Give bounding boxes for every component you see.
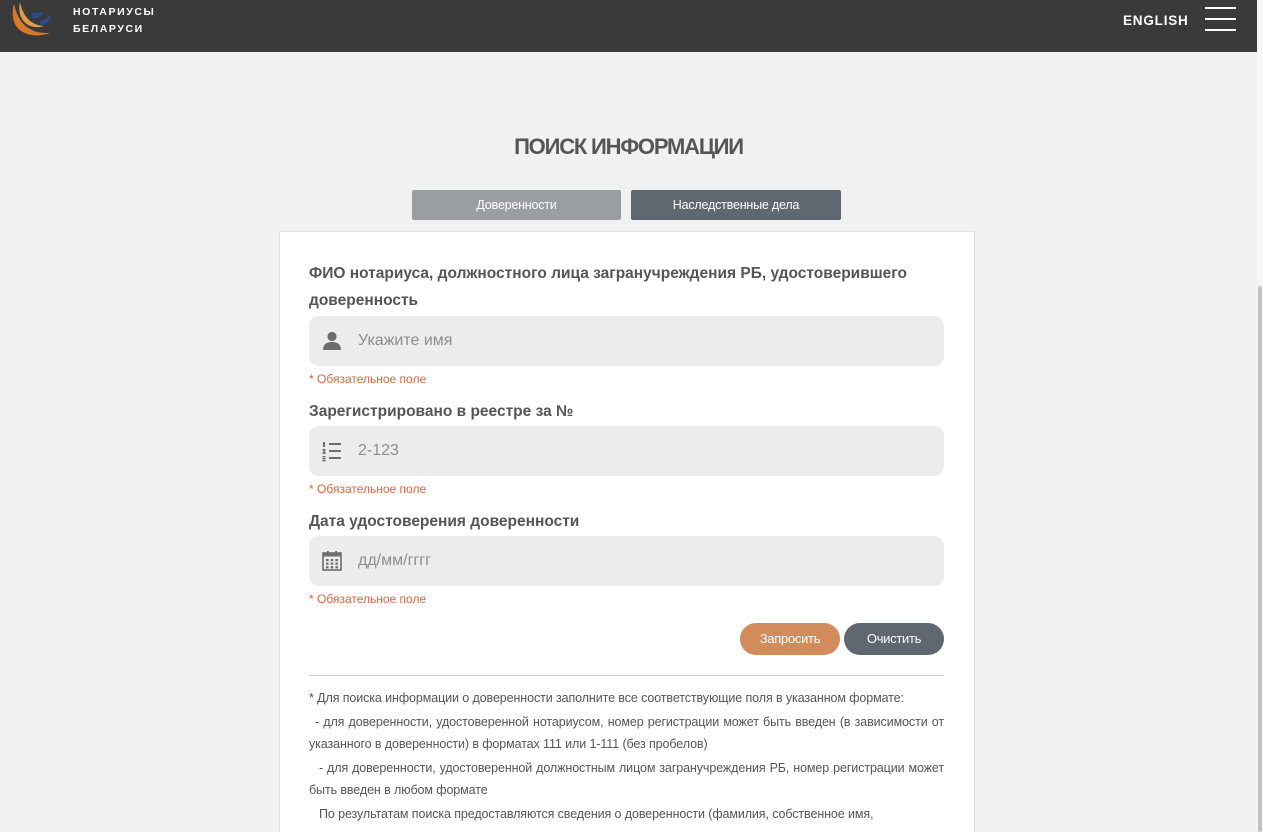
- registry-number-input[interactable]: [309, 426, 944, 476]
- required-note: * Обязательное поле: [309, 482, 427, 496]
- hamburger-line: [1205, 7, 1236, 9]
- certification-date-input[interactable]: [309, 536, 944, 586]
- page-title: ПОИСК ИНФОРМАЦИИ: [514, 134, 743, 159]
- certification-date-label: Дата удостоверения доверенности: [309, 513, 580, 530]
- required-note: * Обязательное поле: [309, 372, 427, 386]
- language-link[interactable]: ENGLISH: [1123, 13, 1189, 28]
- tab-powers-of-attorney[interactable]: Доверенности: [412, 190, 621, 220]
- brand-name[interactable]: [73, 4, 155, 38]
- required-note: * Обязательное поле: [309, 592, 427, 606]
- site-header: [0, 0, 1257, 52]
- hamburger-line: [1205, 29, 1236, 31]
- user-icon: [321, 330, 343, 352]
- hamburger-line: [1205, 18, 1236, 20]
- notary-name-label: ФИО нотариуса, должностного лица загранучреждения РБ, удостоверившего доверенность: [309, 265, 907, 309]
- logo-icon[interactable]: [10, 0, 56, 40]
- clear-button[interactable]: Очистить: [844, 623, 944, 655]
- search-note-results: По результатам поиска предоставляются сведения о доверенности (фамилия, собственное имя,: [319, 807, 874, 821]
- search-note-consular: - для доверенности, удостоверенной должностным лицом загранучреждения РБ, номер регистрации может быть введен в любом формате: [309, 761, 944, 797]
- numbered-list-icon: [321, 440, 343, 462]
- notary-name-input[interactable]: [309, 316, 944, 366]
- registry-number-placeholder: 2-123: [358, 442, 399, 459]
- certification-date-placeholder: дд/мм/гггг: [358, 552, 431, 569]
- brand-line-2: БЕЛАРУСИ: [73, 23, 144, 35]
- notary-name-placeholder: Укажите имя: [358, 332, 453, 349]
- submit-button[interactable]: Запросить: [740, 623, 840, 655]
- search-note-notary: - для доверенности, удостоверенной нотариусом, номер регистрации может быть введен (в зависимости от указанного в доверенности) в форматах 111 или 1-111 (без пробелов): [309, 715, 944, 751]
- hamburger-menu-icon[interactable]: [1205, 7, 1236, 31]
- search-note-intro: * Для поиска информации о доверенности заполните все соответствующие поля в указанном формате:: [309, 691, 904, 705]
- registry-number-label: Зарегистрировано в реестре за №: [309, 403, 574, 420]
- brand-line-1: НОТАРИУСЫ: [73, 6, 156, 18]
- divider: [309, 675, 944, 676]
- scrollbar-thumb[interactable]: [1258, 286, 1262, 832]
- calendar-icon: [321, 550, 343, 572]
- tab-inheritance-cases[interactable]: Наследственные дела: [631, 190, 841, 220]
